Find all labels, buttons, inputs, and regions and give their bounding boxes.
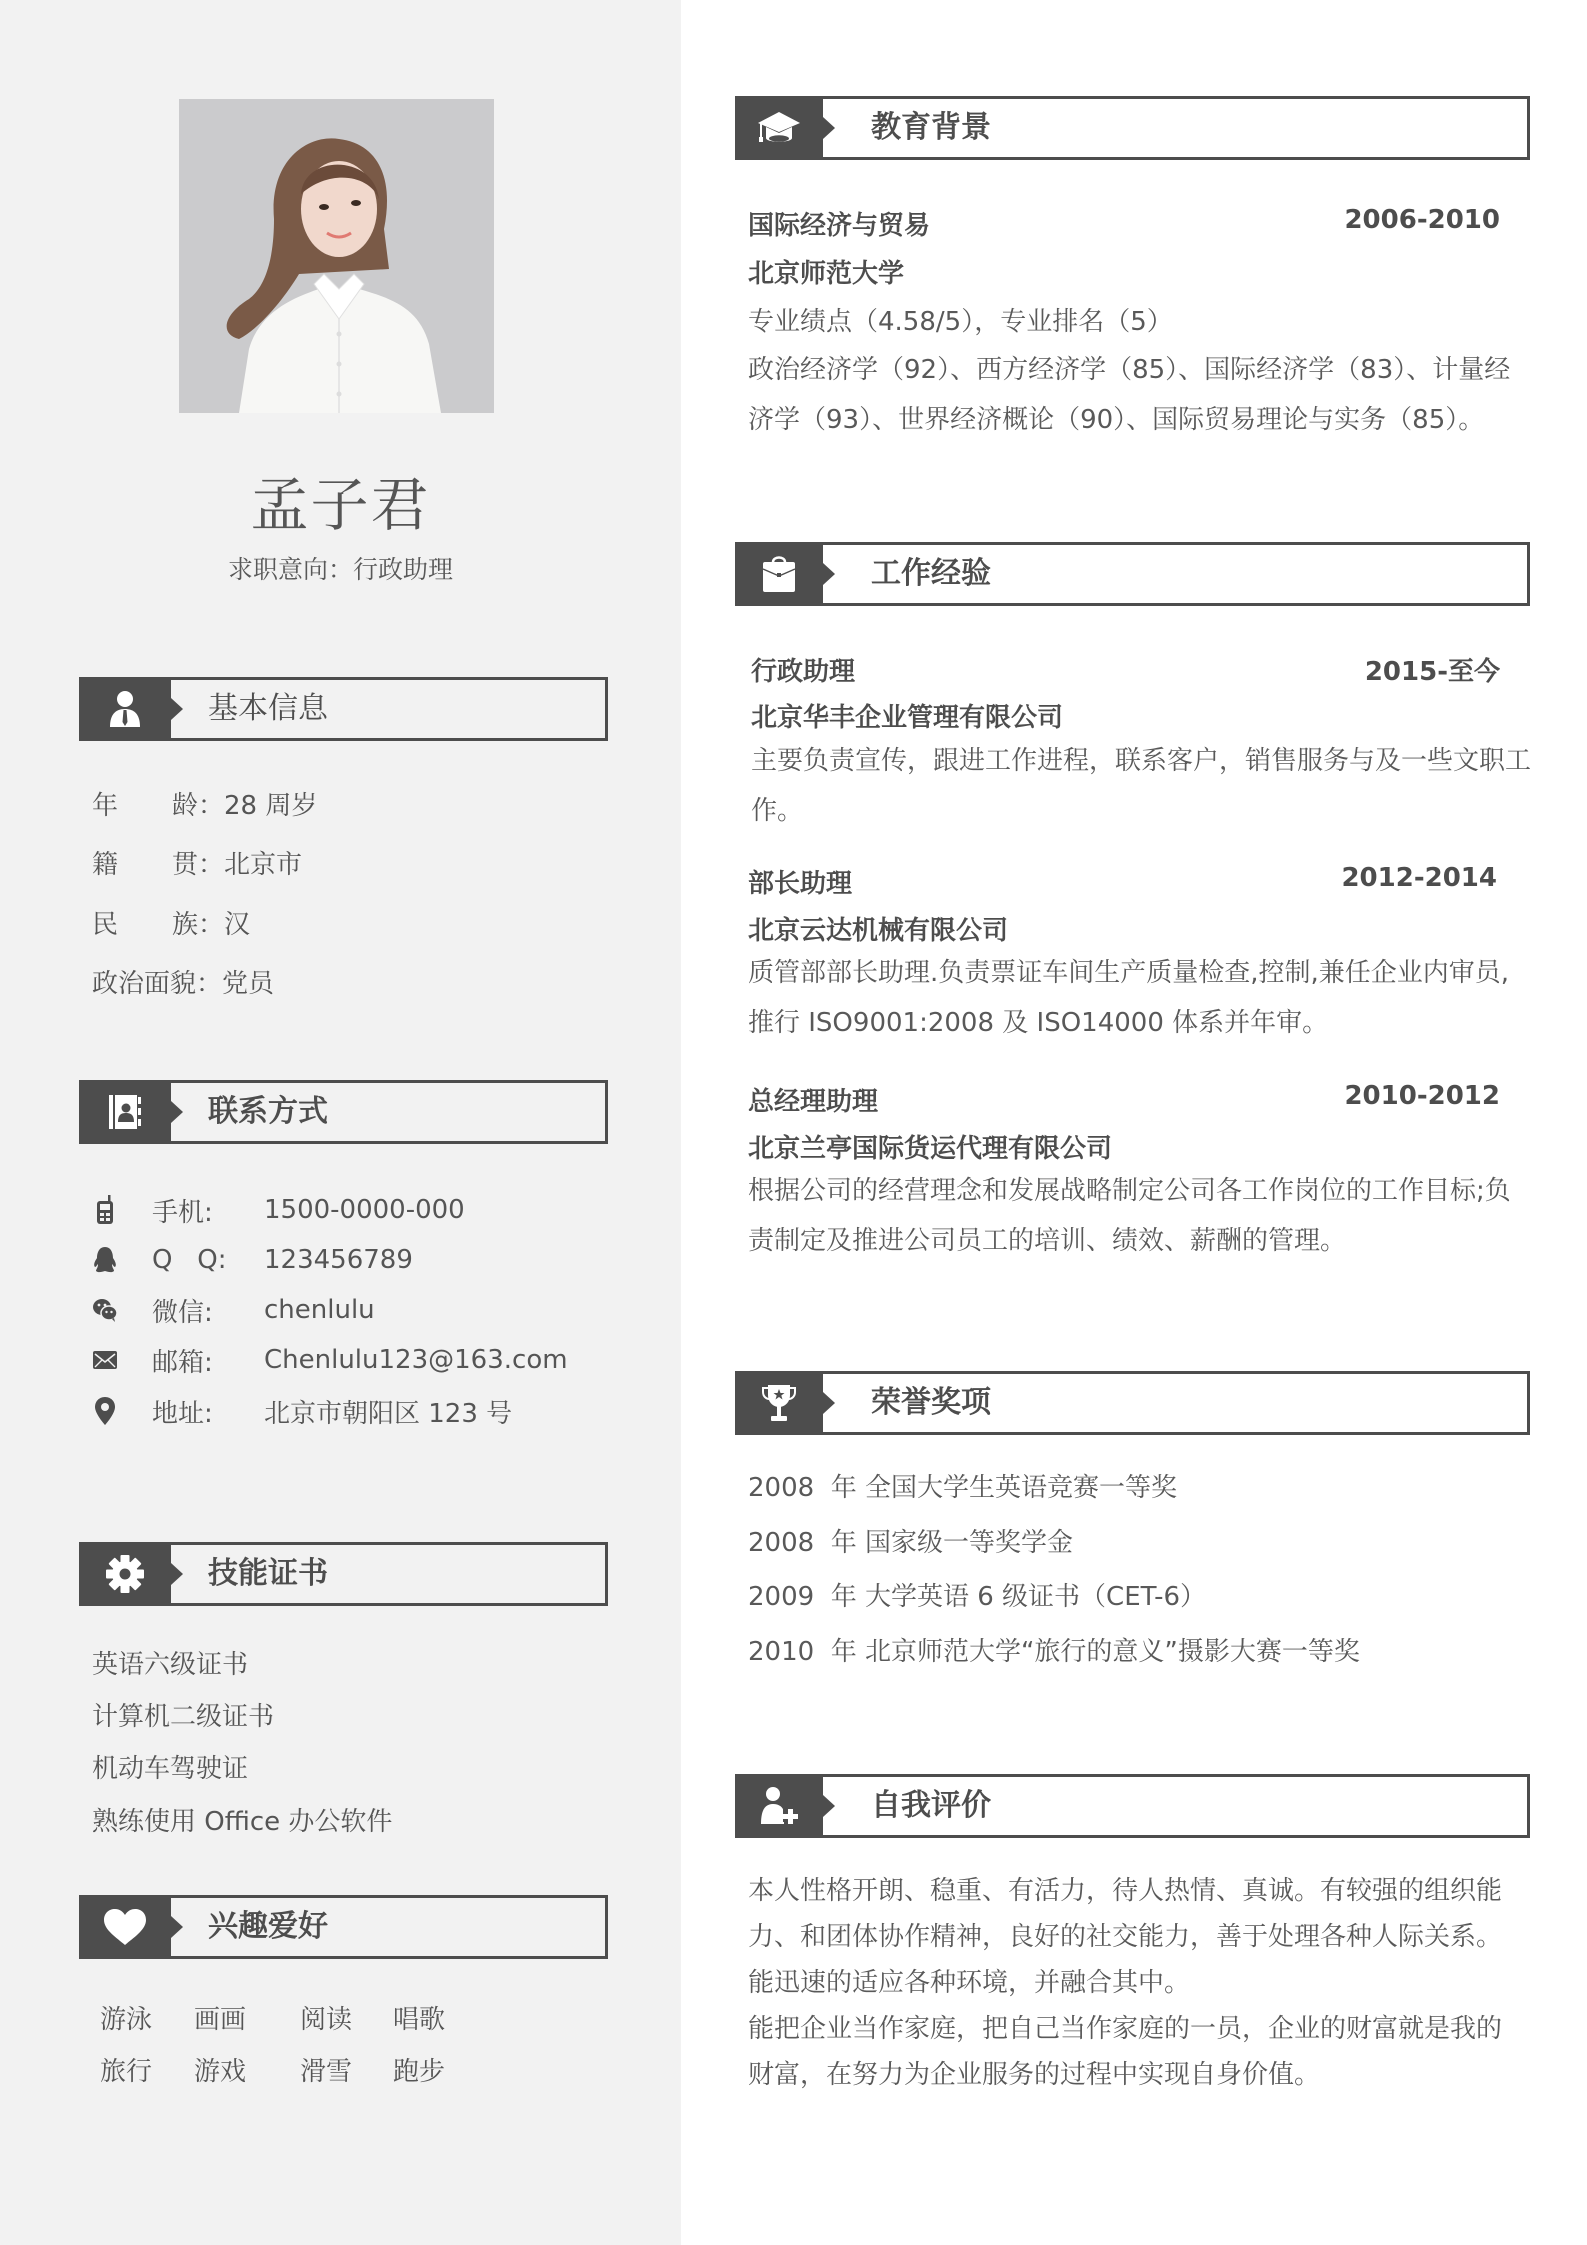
person-tie-icon <box>79 677 171 741</box>
map-pin-icon <box>92 1396 118 1426</box>
skill-item: 计算机二级证书 <box>92 1702 275 1732</box>
section-title: 兴趣爱好 <box>208 1909 328 1944</box>
honor-item: 2008 年 国家级一等奖学金 <box>748 1528 1073 1558</box>
contact-value[interactable]: 1500-0000-000 <box>264 1195 465 1225</box>
section-header-honors <box>735 1371 1530 1435</box>
education-school: 北京师范大学 <box>748 259 905 289</box>
contact-value[interactable]: chenlulu <box>264 1295 375 1325</box>
section-header-contact <box>79 1080 608 1144</box>
field-value: 28 周岁 <box>224 791 318 821</box>
self-evaluation-paragraph-2: 能把企业当作家庭，把自己当作家庭的一员，企业的财富就是我的财富，在努力为企业服务的过程中实现自身价值。 <box>748 2014 1503 2090</box>
skill-item: 英语六级证书 <box>92 1650 249 1680</box>
contact-label: Q Q: <box>152 1245 227 1275</box>
self-evaluation-paragraph-1: 本人性格开朗、稳重、有活力，待人热情、真诚。有较强的组织能力、和团体协作精神，良好的社交能力，善于处理各种人际关系。能迅速的适应各种环境，并融合其中。 <box>748 1876 1503 1998</box>
job-intent: 求职意向：行政助理 <box>227 555 453 584</box>
address-book-icon <box>79 1080 171 1144</box>
work-company: 北京华丰企业管理有限公司 <box>751 703 1064 733</box>
skill-item: 熟练使用 Office 办公软件 <box>92 1807 393 1837</box>
honor-item: 2008 年 全国大学生英语竞赛一等奖 <box>748 1473 1177 1503</box>
field-value: 党员 <box>222 969 275 999</box>
section-header-basic-info <box>79 677 608 741</box>
basic-info-ethnicity <box>92 904 250 941</box>
contact-value[interactable]: 123456789 <box>264 1245 413 1275</box>
candidate-name: 孟子君 <box>250 471 431 539</box>
hobby-item: 滑雪 <box>300 2057 353 2087</box>
trophy-icon <box>735 1371 823 1435</box>
header-arrow <box>171 698 183 720</box>
honor-item: 2010 年 北京师范大学“旅行的意义”摄影大赛一等奖 <box>748 1637 1360 1667</box>
portrait-image <box>179 99 494 413</box>
section-header-self-evaluation <box>735 1774 1530 1838</box>
contact-wechat <box>92 1292 375 1328</box>
mobile-phone-icon <box>92 1195 118 1225</box>
field-label: 贯： <box>172 850 225 880</box>
header-arrow <box>823 117 835 139</box>
contact-label: 地址: <box>152 1398 213 1429</box>
header-arrow <box>823 1795 835 1817</box>
work-period: 2015-至今 <box>1364 657 1500 687</box>
section-header-skills <box>79 1542 608 1606</box>
field-label: 龄： <box>172 791 225 821</box>
header-arrow <box>171 1101 183 1123</box>
section-title: 基本信息 <box>208 691 328 726</box>
contact-value: 北京市朝阳区 123 号 <box>264 1398 513 1429</box>
gear-icon <box>79 1542 171 1606</box>
contact-address <box>92 1393 512 1429</box>
work-company: 北京云达机械有限公司 <box>748 916 1009 946</box>
envelope-icon <box>92 1345 118 1375</box>
work-period: 2012-2014 <box>1341 863 1497 893</box>
skill-item: 机动车驾驶证 <box>92 1754 249 1784</box>
wechat-icon <box>92 1295 118 1325</box>
profile-photo <box>179 99 494 413</box>
field-label: 政治面貌： <box>92 969 223 999</box>
briefcase-icon <box>735 542 823 606</box>
work-position: 总经理助理 <box>748 1087 879 1117</box>
section-title: 联系方式 <box>208 1094 328 1129</box>
header-arrow <box>171 1563 183 1585</box>
basic-info-political-status <box>92 963 274 1000</box>
contact-email <box>92 1342 568 1378</box>
field-value: 北京市 <box>224 850 303 880</box>
honor-item: 2009 年 大学英语 6 级证书（CET-6） <box>748 1582 1207 1612</box>
graduation-cap-icon <box>735 96 823 160</box>
section-header-work <box>735 542 1530 606</box>
section-title: 荣誉奖项 <box>871 1385 991 1420</box>
hobby-item: 唱歌 <box>393 2005 446 2035</box>
education-major: 国际经济与贸易 <box>748 211 931 241</box>
section-title: 自我评价 <box>871 1788 991 1823</box>
work-position: 行政助理 <box>751 657 856 687</box>
work-period: 2010-2012 <box>1344 1081 1500 1111</box>
work-description: 质管部部长助理.负责票证车间生产质量检查,控制,兼任企业内审员,推行 ISO9001:2008 及 ISO14000 体系并年审。 <box>748 958 1510 1038</box>
contact-phone <box>92 1192 465 1228</box>
education-courses: 政治经济学（92）、西方经济学（85）、国际经济学（83）、计量经济学（93）、世界经济概论（90）、国际贸易理论与实务（85）。 <box>748 355 1511 435</box>
work-position: 部长助理 <box>748 869 853 899</box>
hobby-item: 阅读 <box>300 2005 353 2035</box>
header-arrow <box>171 1916 183 1938</box>
field-label: 年 <box>92 791 119 821</box>
basic-info-hometown <box>92 844 302 881</box>
contact-value[interactable]: Chenlulu123@163.com <box>264 1345 568 1375</box>
header-arrow <box>823 1392 835 1414</box>
hobby-item: 画画 <box>194 2005 247 2035</box>
education-period: 2006-2010 <box>1344 205 1500 235</box>
work-description: 主要负责宣传，跟进工作进程，联系客户，销售服务与及一些文职工作。 <box>751 746 1532 826</box>
hobby-item: 跑步 <box>393 2057 446 2087</box>
qq-penguin-icon <box>92 1245 118 1275</box>
section-header-hobbies <box>79 1895 608 1959</box>
field-label: 民 <box>92 910 119 940</box>
hobby-item: 游泳 <box>100 2005 153 2035</box>
section-header-education <box>735 96 1530 160</box>
heart-icon <box>79 1895 171 1959</box>
user-plus-icon <box>735 1774 823 1838</box>
contact-qq <box>92 1242 413 1278</box>
contact-label: 微信: <box>152 1297 213 1328</box>
section-title: 教育背景 <box>871 110 991 145</box>
field-label: 籍 <box>92 850 119 880</box>
contact-label: 手机: <box>152 1197 213 1228</box>
basic-info-age <box>92 785 317 822</box>
section-title: 技能证书 <box>208 1556 328 1591</box>
education-gpa: 专业绩点（4.58/5），专业排名（5） <box>748 307 1173 337</box>
section-title: 工作经验 <box>871 556 991 591</box>
hobby-item: 游戏 <box>194 2057 247 2087</box>
work-company: 北京兰亭国际货运代理有限公司 <box>748 1134 1113 1164</box>
work-description: 根据公司的经营理念和发展战略制定公司各工作岗位的工作目标;负责制定及推进公司员工的培训、绩效、薪酬的管理。 <box>748 1176 1511 1256</box>
field-label: 族： <box>172 910 225 940</box>
hobby-item: 旅行 <box>100 2057 153 2087</box>
field-value: 汉 <box>224 910 251 940</box>
header-arrow <box>823 563 835 585</box>
contact-label: 邮箱: <box>152 1347 213 1378</box>
